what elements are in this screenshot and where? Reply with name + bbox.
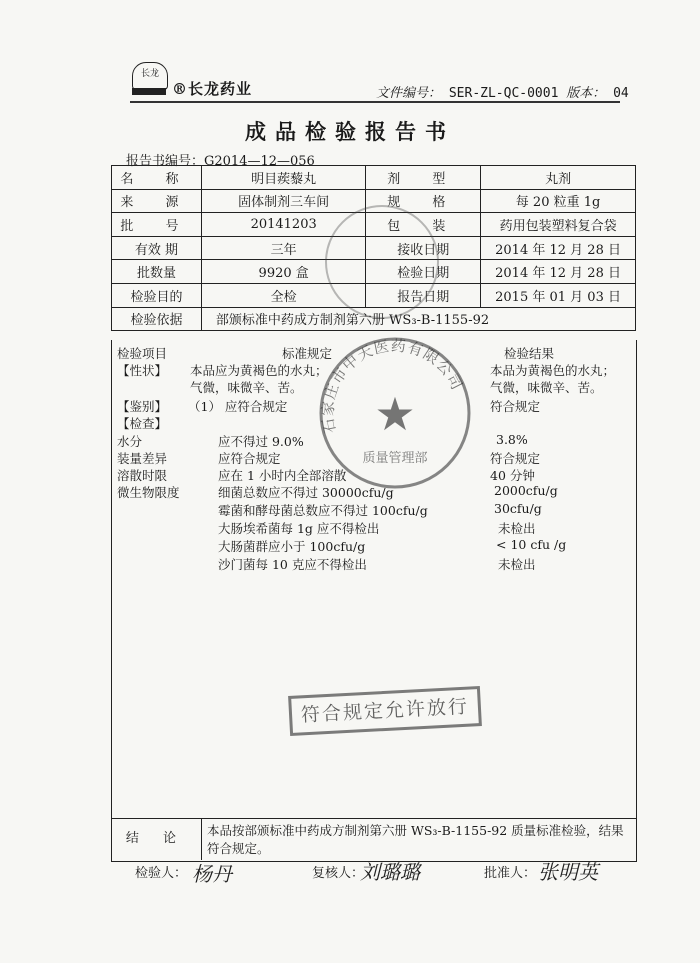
- conclusion-label: 结 论: [111, 818, 202, 860]
- dosage-form: 丸剂: [481, 166, 636, 190]
- approver-signature: 张明英: [538, 860, 598, 884]
- inspection-label: 【检查】: [117, 416, 168, 431]
- report-title: 成品检验报告书: [245, 119, 455, 144]
- water-std: 应不得过 9.0%: [218, 434, 304, 449]
- document-number: 文件编号： SER-ZL-QC-0001 版本： 04: [376, 86, 629, 101]
- appearance-std-2: 气微，味微辛、苦。: [190, 380, 303, 395]
- weight-label: 装量差异: [117, 451, 168, 466]
- appearance-res-2: 气微，味微辛、苦。: [490, 380, 603, 395]
- validity-value: 三年: [201, 236, 365, 260]
- microbial-label: 微生物限度: [117, 485, 180, 500]
- water-res: 3.8%: [496, 432, 528, 447]
- appearance-res-1: 本品为黄褐色的水丸；: [490, 363, 616, 378]
- mold-std: 霉菌和酵母菌总数应不得过 100cfu/g: [218, 503, 428, 518]
- validity-label: 有效 期: [112, 236, 202, 260]
- pack-label: 包 装: [366, 213, 481, 237]
- seal-center-text: 质量管理部: [362, 451, 428, 466]
- qty-label: 批数量: [112, 260, 202, 284]
- identification-std: （1） 应符合规定: [188, 399, 288, 414]
- form-label: 剂 型: [366, 166, 481, 190]
- ecoli-std: 大肠埃希菌每 1g 应不得检出: [218, 521, 380, 536]
- company-seal: [314, 332, 476, 494]
- release-stamp: 符合规定允许放行: [288, 686, 482, 736]
- batch-label: 批 号: [112, 213, 202, 237]
- source-label: 来 源: [112, 189, 202, 213]
- reviewer-label: 复核人：: [312, 866, 365, 881]
- pack-value: 药用包装塑料复合袋: [481, 213, 636, 237]
- spec-value: 每 20 粒重 1g: [481, 189, 636, 213]
- disintegration-std: 应在 1 小时内全部溶散: [218, 468, 347, 483]
- received-value: 2014 年 12 月 28 日: [481, 236, 636, 260]
- coliform-res: < 10 cfu /g: [496, 537, 567, 552]
- seal-star-icon: ★: [374, 387, 416, 441]
- approver-label: 批准人：: [484, 866, 537, 881]
- water-label: 水分: [117, 434, 143, 449]
- source-value: 固体制剂三车间: [201, 189, 365, 213]
- identification-label: 【鉴别】: [117, 399, 168, 414]
- test-date-label: 检验日期: [366, 260, 481, 284]
- col-item-header: 检验项目: [117, 346, 168, 361]
- mold-res: 30cfu/g: [494, 501, 542, 516]
- seal-ring-text: 石家庄市中天医药有限公司: [318, 336, 467, 435]
- col-standard-header: 标准规定: [282, 346, 333, 361]
- bacteria-std: 细菌总数应不得过 30000cfu/g: [218, 485, 394, 500]
- company-logo: 长龙: [132, 62, 168, 90]
- weight-res: 符合规定: [490, 451, 541, 466]
- conclusion-text: 本品按部颁标准中药成方制剂第六册 WS₃-B-1155-92 质量标准检验，结果符合规定。: [207, 823, 624, 856]
- inspector-signature: 杨丹: [192, 862, 232, 886]
- appearance-std-1: 本品应为黄褐色的水丸；: [190, 363, 328, 378]
- spec-label: 规 格: [366, 189, 481, 213]
- salmonella-std: 沙门菌每 10 克应不得检出: [218, 557, 367, 572]
- batch-value: 20141203: [201, 213, 365, 237]
- ecoli-res: 未检出: [498, 521, 536, 536]
- basis-label: 检验依据: [112, 307, 202, 331]
- faint-seal: [325, 205, 439, 319]
- appearance-label: 【性状】: [117, 363, 168, 378]
- reviewer-signature: 刘璐璐: [360, 860, 420, 884]
- inspector-label: 检验人：: [135, 866, 188, 881]
- report-date-value: 2015 年 01 月 03 日: [481, 283, 636, 307]
- col-result-header: 检验结果: [504, 346, 555, 361]
- header-divider: [130, 101, 620, 103]
- company-name: ®长龙药业: [172, 80, 253, 98]
- identification-res: 符合规定: [490, 399, 541, 414]
- salmonella-res: 未检出: [498, 557, 536, 572]
- disintegration-res: 40 分钟: [490, 468, 535, 483]
- coliform-std: 大肠菌群应小于 100cfu/g: [218, 539, 366, 554]
- qty-value: 9920 盒: [201, 260, 365, 284]
- received-label: 接收日期: [366, 236, 481, 260]
- disintegration-label: 溶散时限: [117, 468, 168, 483]
- basis-value: 部颁标准中药成方制剂第六册 WS₃-B-1155-92: [201, 307, 635, 331]
- test-date-value: 2014 年 12 月 28 日: [481, 260, 636, 284]
- report-date-label: 报告日期: [366, 283, 481, 307]
- report-number: 报告书编号：G2014—12—056: [126, 154, 315, 169]
- table-row: [112, 166, 636, 190]
- purpose-label: 检验目的: [112, 283, 202, 307]
- bacteria-res: 2000cfu/g: [494, 483, 558, 498]
- weight-std: 应符合规定: [218, 451, 281, 466]
- product-name: 明目蒺藜丸: [201, 166, 365, 190]
- purpose-value: 全检: [201, 283, 365, 307]
- name-label: 名 称: [112, 166, 202, 190]
- logo-bar: [132, 88, 166, 95]
